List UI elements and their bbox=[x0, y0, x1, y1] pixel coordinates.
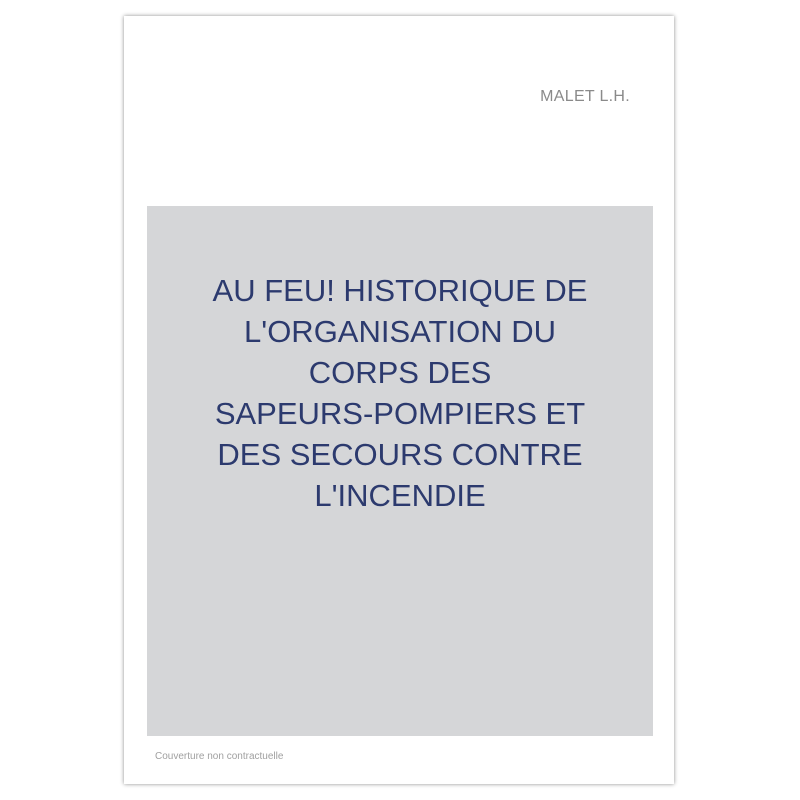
title-line: CORPS DES bbox=[308, 355, 492, 390]
title-line: DES SECOURS CONTRE bbox=[217, 437, 583, 472]
title-line: AU FEU! HISTORIQUE DE bbox=[212, 273, 588, 308]
author-name: MALET L.H. bbox=[540, 88, 630, 105]
cover-disclaimer: Couverture non contractuelle bbox=[155, 751, 284, 762]
title-line: L'ORGANISATION DU bbox=[244, 314, 556, 349]
book-title bbox=[147, 270, 653, 516]
title-panel bbox=[147, 206, 653, 736]
book-cover bbox=[124, 16, 674, 784]
title-line: L'INCENDIE bbox=[314, 478, 486, 513]
title-line: SAPEURS-POMPIERS ET bbox=[214, 396, 586, 431]
